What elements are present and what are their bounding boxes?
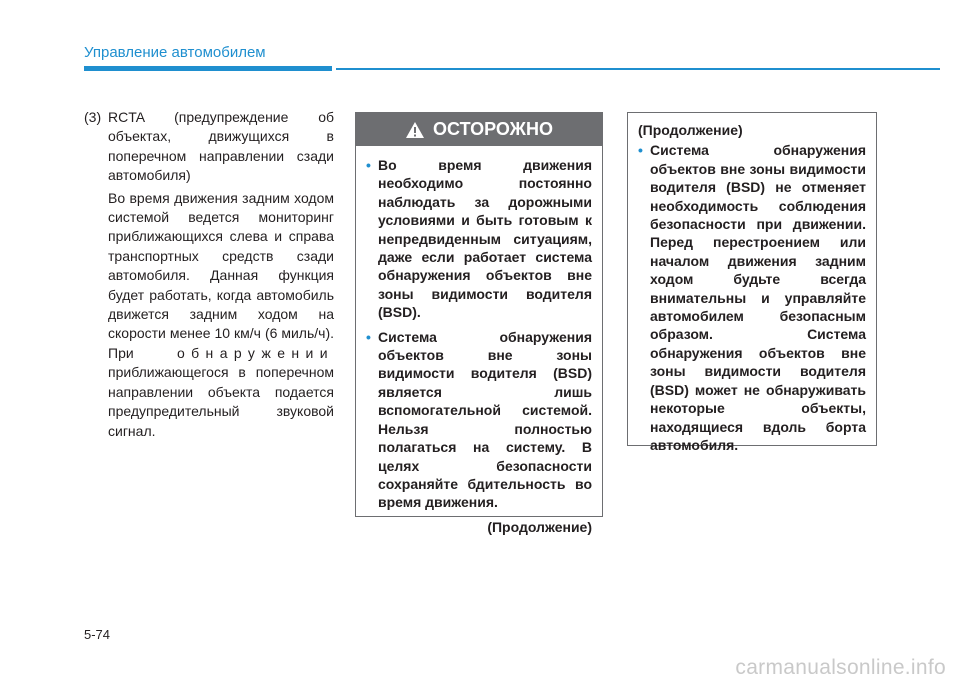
caution-header	[356, 113, 602, 146]
bullet-dot-icon: •	[366, 328, 371, 345]
caution-box	[355, 112, 603, 535]
bullet-dot-icon: •	[366, 157, 371, 173]
caution-continued-box	[627, 112, 877, 453]
caution-bullet-text: Во время движения необходимо постоянно наблюдать за дорожными условиями и быть готовым к непредвиденным ситуациям, даже если работает система обнаружения объектов вне зоны видимости водителя (BSD).	[378, 157, 592, 321]
caution-body	[356, 146, 602, 536]
header-rule-thick	[84, 66, 332, 71]
rcta-description	[108, 189, 334, 441]
continued-label-top: (Продолжение)	[638, 122, 743, 138]
caution-bullet	[366, 328, 592, 512]
caution-title: ОСТОРОЖНО	[433, 119, 553, 139]
continued-label: (Продолжение)	[487, 518, 592, 535]
section-title: Управление автомобилем	[84, 44, 266, 61]
caution-bullet	[638, 141, 866, 454]
rcta-description-part1: Во время движения задним ходом системой ведется мониторинг приближающихся слева и справа транспортных средств сзади автомобиля. Данная функция будет работать, когда автомобиль движется задним ходом на скорости менее 10 км/ч (6 миль/ч). При	[108, 189, 334, 361]
rcta-item	[84, 108, 334, 441]
caution-bullet-text: Система обнаружения объектов вне зоны видимости водителя (BSD) не отменяет необходимость соблюдения безопасности при движении. Перед перестроением или началом движения задним ходом будьте всегда внимательны и управляйте автомобилем безопасным образом. Система обнаружения объектов вне зоны видимости водителя (BSD) может не обнаруживать некоторые объекты, находящиеся вдоль борта автомобиля.	[650, 142, 866, 453]
bullet-dot-icon: •	[638, 142, 643, 159]
caution-bullet-text: Система обнаружения объектов вне зоны видимости водителя (BSD) является лишь вспомогательной системой. Нельзя полностью полагаться на систему. В целях безопасности сохраняйте бдительность во время движения.	[378, 328, 592, 511]
item-body	[108, 108, 334, 441]
rcta-description-part2: приближающегося в поперечном направлении объекта подается предупредительный звуковой сигнал.	[108, 364, 334, 439]
header-rule-thin	[336, 68, 940, 70]
watermark: carmanualsonline.info	[735, 656, 946, 679]
rcta-description-spaced-word: обнаружении	[176, 344, 334, 361]
left-column	[84, 108, 334, 441]
rcta-heading: RCTA (предупреждение об объектах, движущихся в поперечном направлении сзади автомобиля)	[108, 109, 334, 184]
page-number: 5-74	[84, 627, 111, 642]
caution-bullet	[366, 156, 592, 322]
warning-triangle-icon	[405, 121, 425, 139]
item-number: (3)	[84, 109, 102, 125]
